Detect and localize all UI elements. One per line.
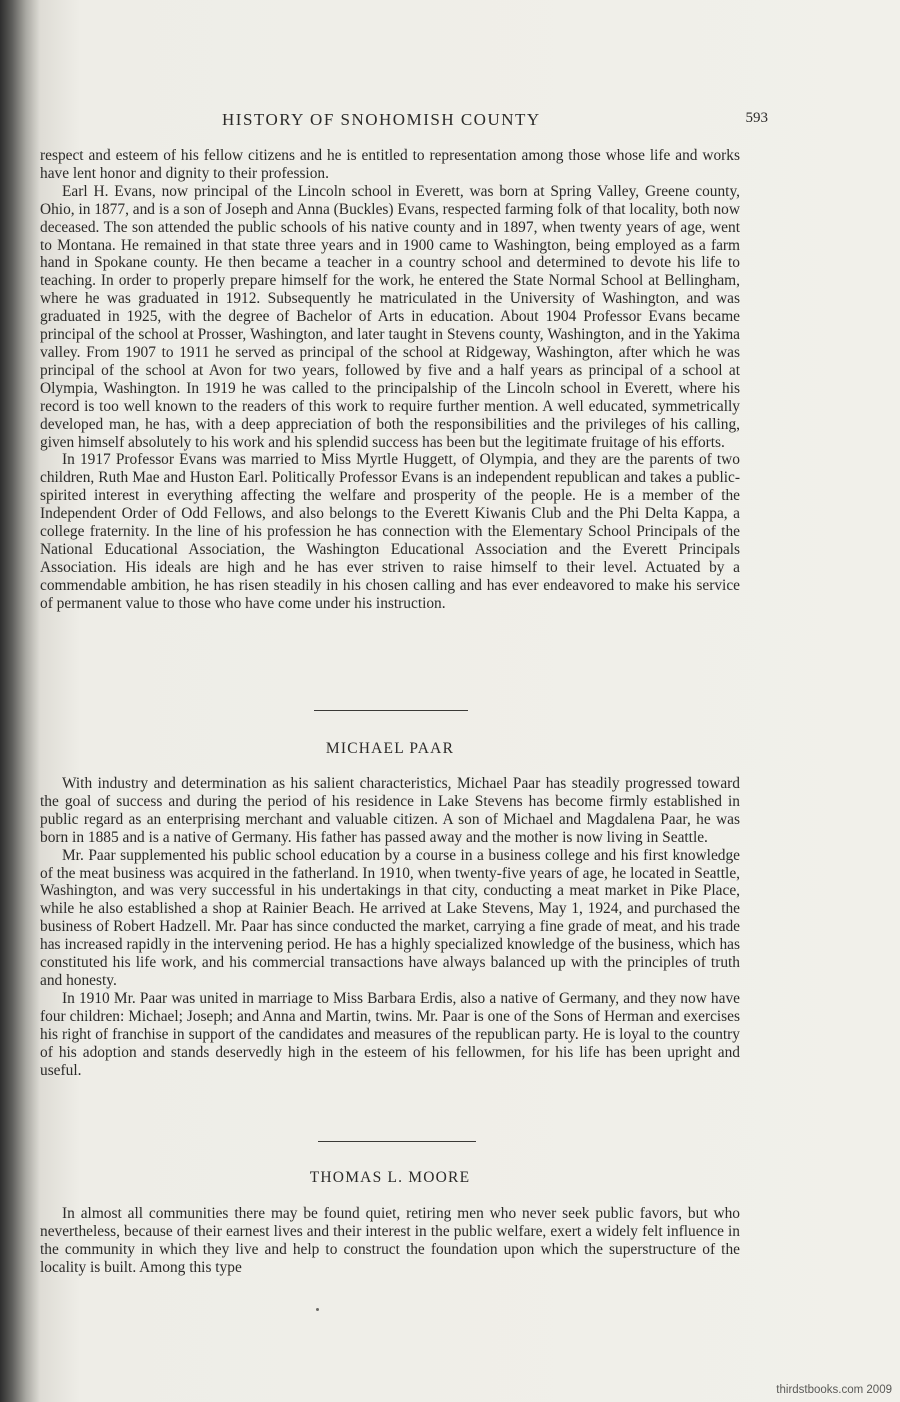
paper-speck — [316, 1308, 319, 1311]
paar-paragraph-2: Mr. Paar supplemented his public school education by a course in a business college and his first knowledge of the meat business was acquired in the fatherland. In 1910, when twenty-five years of age, he located in Seattle, Washington, and was very successful in his undertakings in that city, conducting a meat market in Pike Place, while he also established a shop at Rainier Beach. He arrived at Lake Stevens, May 1, 1924, and purchased the business of Robert Hadzell. Mr. Paar has since conducted the market, carrying a fine grade of meat, and his trade has increased rapidly in the intervening period. He has a highly specialized knowledge of the business, which has constituted his life work, and his commercial transactions have always balanced up with the principles of truth and honesty. — [40, 846, 740, 989]
evans-paragraph-1: Earl H. Evans, now principal of the Lincoln school in Everett, was born at Spring Valley, Greene county, Ohio, in 1877, and is a son of Joseph and Anna (Buckles) Evans, respected farming folk of that locality, both now deceased. The son attended the public schools of his native county and in 1897, when twenty years of age, went to Montana. He remained in that state three years and in 1900 came to Washington, being employed as a farm hand in Spokane county. He then became a teacher in a country school and determined to devote his life to teaching. In order to properly prepare himself for the work, he entered the State Normal School at Bellingham, where he was graduated in 1912. Subsequently he matriculated in the University of Washington, and was graduated in 1925, with the degree of Bachelor of Arts in education. About 1904 Professor Evans became principal of the school at Prosser, Washington, and later taught in Stevens county, Washington, and in the Yakima valley. From 1907 to 1911 he served as principal of the school at Ridgeway, Washington, after which he was principal of the school at Avon for two years, followed by five and a half years as principal of a school at Olympia, Washington. In 1919 he was called to the principalship of the Lincoln school in Everett, where his record is too well known to the readers of this work to require further mention. A well educated, symmetrically developed man, he has, with a deep appreciation of both the responsibilities and the privileges of his calling, given himself absolutely to his work and his splendid success has been but the legitimate fruitage of his efforts. — [40, 182, 740, 451]
evans-biography — [40, 147, 740, 613]
book-page — [40, 0, 900, 1402]
continued-paragraph: respect and esteem of his fellow citizens and he is entitled to representation among those whose life and works have lent honor and dignity to their profession. — [40, 147, 740, 182]
page-number: 593 — [745, 110, 768, 126]
page-header — [40, 110, 782, 134]
book-spine-shadow — [0, 0, 40, 1402]
section-title-thomas-l-moore: THOMAS L. MOORE — [309, 1169, 471, 1186]
running-title: HISTORY OF SNOHOMISH COUNTY — [222, 110, 541, 129]
paar-paragraph-1: With industry and determination as his salient characteristics, Michael Paar has steadily progressed toward the goal of success and during the period of his residence in Lake Stevens has become firmly established in public regard as an enterprising merchant and valuable citizen. A son of Michael and Magdalena Paar, he was born in 1885 and is a native of Germany. His father has passed away and the mother is now living in Seattle. — [40, 775, 740, 846]
section-divider — [318, 1141, 476, 1142]
section-title-michael-paar: MICHAEL PAAR — [325, 740, 455, 757]
section-divider — [314, 710, 468, 711]
paar-biography — [40, 775, 740, 1079]
moore-paragraph-1: In almost all communities there may be found quiet, retiring men who never seek public favors, but who nevertheless, because of their earnest lives and their interest in the public welfare, exert a widely felt influence in the community in which they live and help to construct the foundation upon which the superstructure of the locality is built. Among this type — [40, 1205, 740, 1276]
watermark: thirdstbooks.com 2009 — [776, 1384, 892, 1396]
evans-paragraph-2: In 1917 Professor Evans was married to Miss Myrtle Huggett, of Olympia, and they are the parents of two children, Ruth Mae and Huston Earl. Politically Professor Evans is an independent republican and takes a public-spirited interest in everything affecting the welfare and prosperity of the people. He is a member of the Independent Order of Odd Fellows, and also belongs to the Everett Kiwanis Club and the Phi Delta Kappa, a college fraternity. In the line of his profession he has connection with the Elementary School Principals of the National Educational Association, the Washington Educational Association and the Everett Principals Association. His ideals are high and he has ever striven to raise himself to their level. Actuated by a commendable ambition, he has risen steadily in his chosen calling and has ever endeavored to make his service of permanent value to those who have come under his instruction. — [40, 451, 740, 612]
paar-paragraph-3: In 1910 Mr. Paar was united in marriage to Miss Barbara Erdis, also a native of Germany, and they now have four children: Michael; Joseph; and Anna and Martin, twins. Mr. Paar is one of the Sons of Herman and exercises his right of franchise in support of the candidates and measures of the republican party. He is loyal to the country of his adoption and stands deservedly high in the esteem of his fellowmen, for his life has been upright and useful. — [40, 989, 740, 1079]
moore-biography — [40, 1205, 740, 1277]
